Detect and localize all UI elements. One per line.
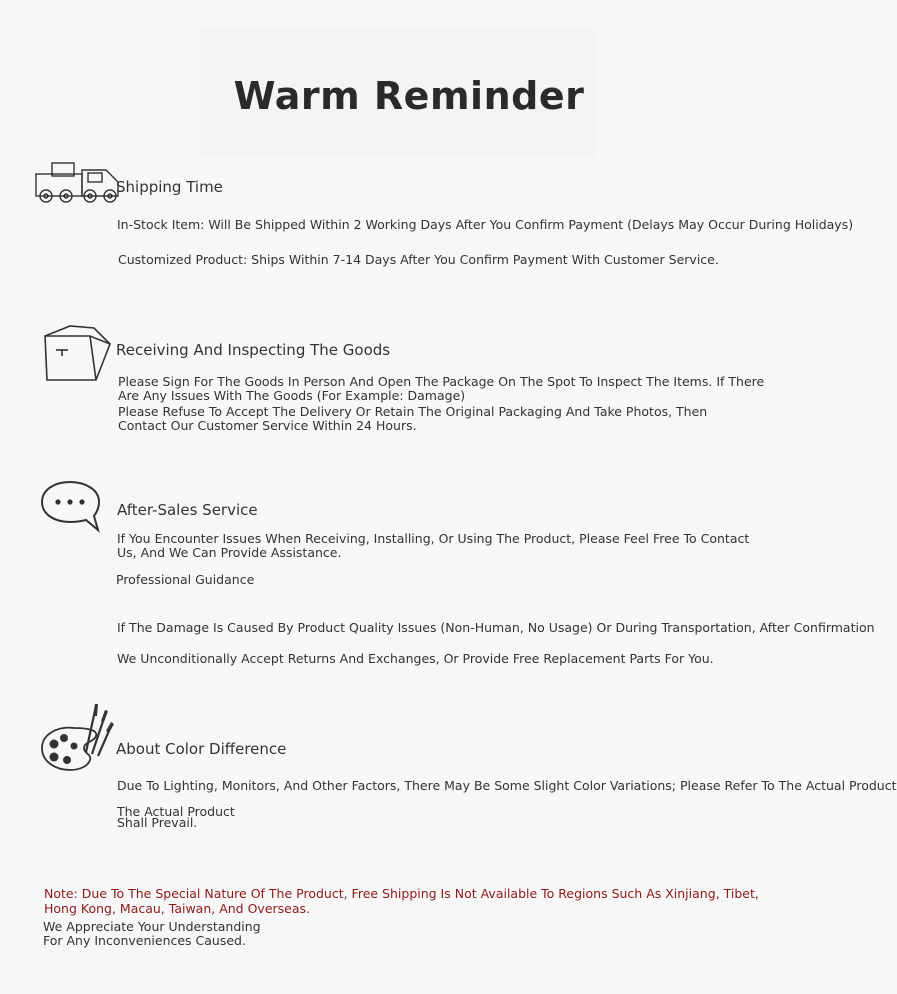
chat-bubble-icon: [40, 480, 102, 532]
closing-text: We Appreciate Your Understanding For Any Inconveniences Caused.: [43, 919, 261, 948]
truck-icon: [34, 160, 120, 206]
aftersales-line-returns: We Unconditionally Accept Returns And Exchanges, Or Provide Free Replacement Parts For You.: [117, 651, 714, 666]
aftersales-line-guidance: Professional Guidance: [116, 572, 255, 587]
shipping-restriction-note: Note: Due To The Special Nature Of The Product, Free Shipping Is Not Available To Regions Such As Xinjiang, Tibet, Hong Kong, Macau, Taiwan, And Overseas.: [44, 886, 759, 916]
shipping-line-customized: Customized Product: Ships Within 7-14 Days After You Confirm Payment With Customer Service.: [118, 252, 719, 267]
page-title: Warm Reminder: [233, 74, 585, 118]
shipping-line-instock: In-Stock Item: Will Be Shipped Within 2 Working Days After You Confirm Payment (Delays May Occur During Holidays): [117, 217, 854, 232]
aftersales-line-damage: If The Damage Is Caused By Product Quality Issues (Non-Human, No Usage) Or During Transportation, After Confirmation: [117, 620, 875, 635]
section-heading-aftersales: After-Sales Service: [117, 501, 258, 519]
section-heading-receiving: Receiving And Inspecting The Goods: [116, 341, 391, 359]
receiving-line-sign: Please Sign For The Goods In Person And Open The Package On The Spot To Inspect The Items. If There Are Any Issues With The Goods (For Example: Damage): [118, 374, 765, 403]
package-box-icon: [42, 324, 112, 384]
section-heading-color: About Color Difference: [116, 740, 287, 758]
receiving-line-refuse: Please Refuse To Accept The Delivery Or Retain The Original Packaging And Take Photos, Then Contact Our Customer Service Within 24 Hours.: [118, 404, 708, 433]
aftersales-line-contact: If You Encounter Issues When Receiving, Installing, Or Using The Product, Please Feel Free To Contact Us, And We Can Provide Assistance.: [117, 531, 750, 560]
color-line-prevail: The Actual Product Shall Prevail.: [117, 804, 235, 830]
section-heading-shipping: Shipping Time: [116, 178, 223, 196]
color-line-variations: Due To Lighting, Monitors, And Other Factors, There May Be Some Slight Color Variations; Please Refer To The Actual Product: [117, 778, 897, 793]
paint-palette-icon: [40, 702, 114, 774]
